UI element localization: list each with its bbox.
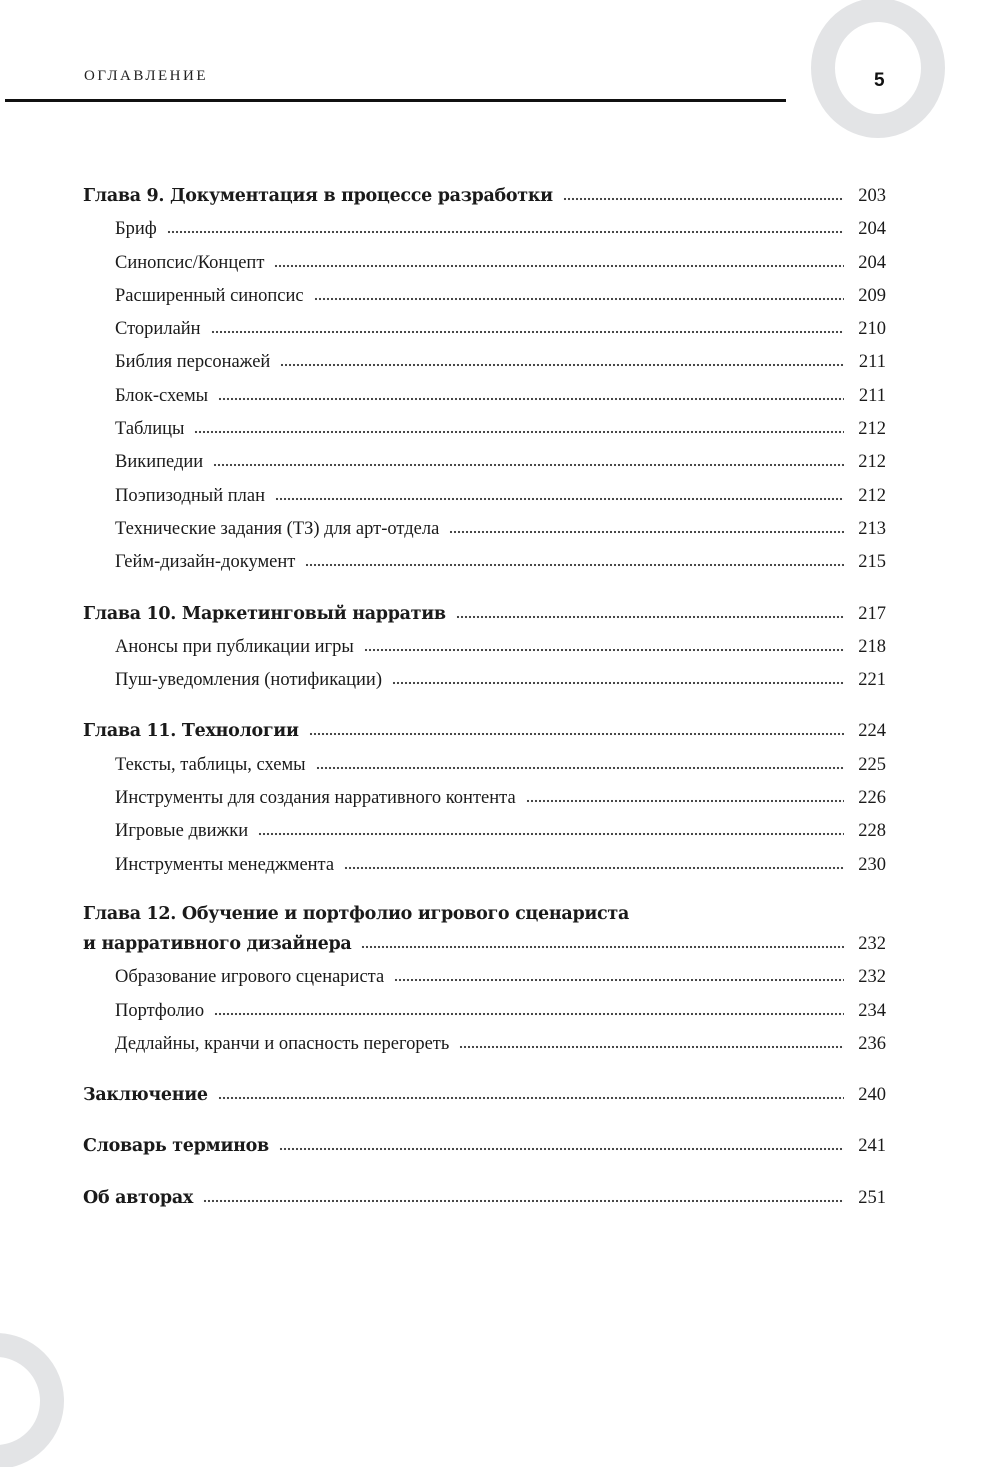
toc-section-entry[interactable] [83, 749, 886, 782]
toc-section-entry[interactable] [83, 247, 886, 280]
dot-leader [218, 1094, 844, 1100]
dot-leader [364, 646, 844, 652]
dot-leader [459, 1043, 844, 1049]
dot-leader [344, 864, 844, 870]
entry-title: Таблицы [115, 419, 185, 440]
toc-section-entry[interactable] [83, 380, 886, 413]
entry-page: 234 [858, 1000, 886, 1021]
entry-page: 203 [858, 186, 886, 206]
decorative-ring-bottom [0, 1333, 70, 1467]
dot-leader [563, 195, 844, 201]
dot-leader [194, 428, 844, 434]
page-number: 5 [874, 70, 885, 91]
toc-section-entry[interactable] [83, 546, 886, 579]
running-title: ОГЛАВЛЕНИЕ [84, 68, 208, 84]
toc-chapter-entry[interactable] [83, 715, 886, 748]
dot-leader [314, 295, 844, 301]
entry-title: Бриф [115, 219, 157, 240]
entry-title: Синопсис/Концепт [115, 252, 265, 273]
entry-title: Гейм-дизайн-документ [115, 552, 296, 573]
toc-chapter-entry[interactable] [83, 1130, 886, 1163]
dot-leader [218, 395, 844, 401]
entry-title: Технические задания (ТЗ) для арт-отдела [115, 518, 440, 539]
dot-leader [361, 943, 844, 949]
dot-leader [213, 461, 844, 467]
dot-leader [309, 730, 844, 736]
entry-title: Инструменты менеджмента [115, 854, 335, 875]
toc-section-entry[interactable] [83, 213, 886, 246]
dot-leader [526, 797, 844, 803]
dot-leader [167, 228, 844, 234]
toc-section-entry[interactable] [83, 815, 886, 848]
entry-title: Образование игрового сценариста [115, 967, 385, 988]
entry-title: Заключение [83, 1085, 208, 1106]
header-rule [5, 99, 786, 102]
section-gap [83, 1061, 886, 1079]
entry-page: 215 [858, 552, 886, 573]
section-gap [83, 580, 886, 598]
toc-section-entry[interactable] [83, 513, 886, 546]
entry-title: Расширенный синопсис [115, 285, 304, 306]
entry-title: Библия персонажей [115, 352, 271, 373]
section-gap [83, 1164, 886, 1182]
toc-chapter-entry[interactable] [83, 598, 886, 631]
dot-leader [456, 613, 844, 619]
entry-title: Википедии [115, 452, 204, 473]
entry-page: 230 [858, 854, 886, 875]
entry-title: Пуш-уведомления (нотификации) [115, 670, 382, 691]
dot-leader [280, 361, 844, 367]
entry-page: 225 [858, 754, 886, 775]
dot-leader [394, 976, 844, 982]
toc-chapter-entry[interactable] [83, 1182, 886, 1215]
entry-title: Блок-схемы [115, 385, 209, 406]
entry-title: Глава 10. Маркетинговый нарратив [83, 603, 446, 624]
toc-section-entry[interactable] [83, 631, 886, 664]
section-gap [83, 697, 886, 715]
toc-section-entry[interactable] [83, 280, 886, 313]
dot-leader [258, 830, 844, 836]
entry-page: 204 [858, 252, 886, 273]
entry-page: 241 [858, 1136, 886, 1157]
table-of-contents [83, 180, 886, 1215]
entry-page: 221 [858, 670, 886, 691]
toc-chapter-title-line: Глава 12. Обучение и портфолио игрового сценариста [83, 903, 629, 924]
entry-title: Об авторах [83, 1187, 194, 1208]
entry-title: Глава 9. Документация в процессе разработки [83, 186, 553, 206]
entry-page: 217 [858, 603, 886, 624]
dot-leader [211, 328, 844, 334]
entry-title: Тексты, таблицы, схемы [115, 754, 306, 775]
toc-chapter-entry[interactable] [83, 928, 886, 961]
entry-page: 232 [858, 933, 886, 954]
section-gap [83, 1112, 886, 1130]
entry-page: 213 [858, 518, 886, 539]
entry-page: 251 [858, 1187, 886, 1208]
toc-chapter-entry[interactable] [83, 180, 886, 213]
entry-page: 232 [858, 967, 886, 988]
toc-section-entry[interactable] [83, 446, 886, 479]
toc-section-entry[interactable] [83, 849, 886, 882]
toc-section-entry[interactable] [83, 782, 886, 815]
entry-title: Поэпизодный план [115, 485, 266, 506]
entry-page: 212 [858, 419, 886, 440]
entry-page: 210 [858, 319, 886, 340]
entry-page: 218 [858, 636, 886, 657]
entry-title: Глава 11. Технологии [83, 721, 299, 742]
entry-title: Дедлайны, кранчи и опасность перегореть [115, 1033, 450, 1054]
dot-leader [274, 262, 844, 268]
entry-page: 211 [858, 385, 886, 406]
toc-chapter-entry[interactable] [83, 1079, 886, 1112]
entry-page: 211 [858, 352, 886, 373]
dot-leader [214, 1010, 844, 1016]
toc-section-entry[interactable] [83, 664, 886, 697]
dot-leader [392, 679, 844, 685]
entry-title: Игровые движки [115, 821, 249, 842]
dot-leader [279, 1145, 844, 1151]
entry-title: Портфолио [115, 1000, 205, 1021]
section-gap [83, 882, 886, 900]
entry-title: Анонсы при публикации игры [115, 636, 354, 657]
toc-section-entry[interactable] [83, 995, 886, 1028]
dot-leader [316, 764, 844, 770]
entry-page: 224 [858, 721, 886, 742]
toc-section-entry[interactable] [83, 1028, 886, 1061]
entry-title: Инструменты для создания нарративного контента [115, 788, 516, 809]
dot-leader [275, 495, 844, 501]
entry-page: 212 [858, 485, 886, 506]
entry-page: 209 [858, 285, 886, 306]
entry-title: Словарь терминов [83, 1136, 269, 1157]
dot-leader [449, 528, 844, 534]
entry-page: 240 [858, 1085, 886, 1106]
dot-leader [305, 561, 844, 567]
entry-title: и нарративного дизайнера [83, 933, 352, 954]
toc-section-entry[interactable] [83, 346, 886, 379]
dot-leader [203, 1197, 844, 1203]
toc-section-entry[interactable] [83, 313, 886, 346]
toc-section-entry[interactable] [83, 413, 886, 446]
entry-page: 228 [858, 821, 886, 842]
entry-page: 212 [858, 452, 886, 473]
entry-page: 204 [858, 219, 886, 240]
entry-page: 226 [858, 788, 886, 809]
toc-section-entry[interactable] [83, 961, 886, 994]
toc-section-entry[interactable] [83, 480, 886, 513]
entry-page: 236 [858, 1033, 886, 1054]
entry-title: Сторилайн [115, 319, 201, 340]
